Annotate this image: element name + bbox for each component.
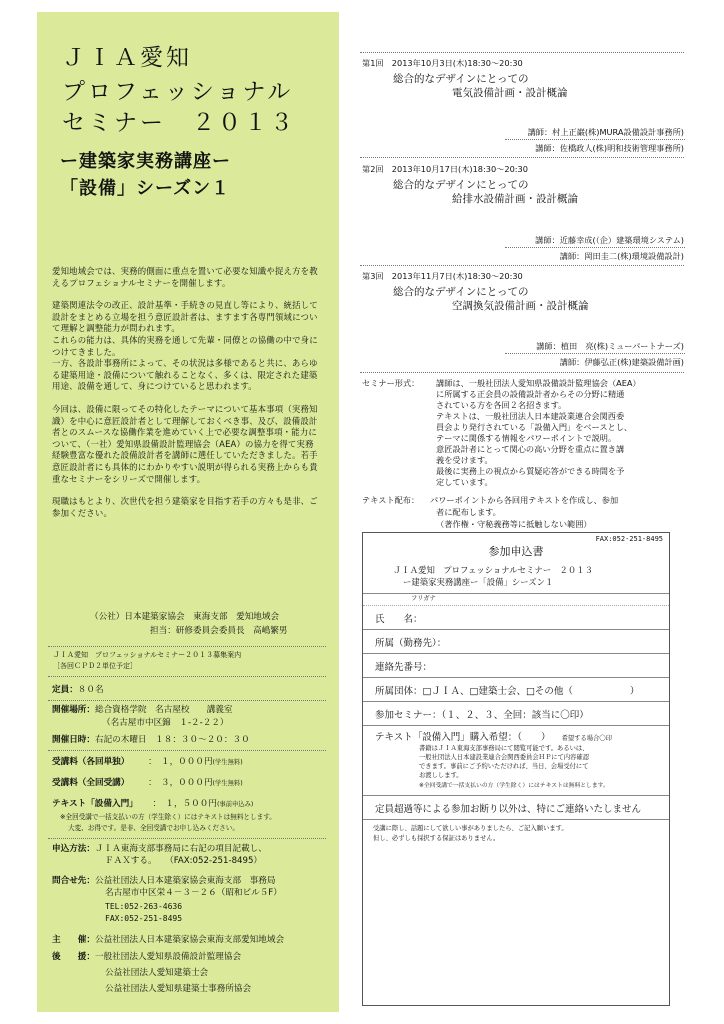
contact-number-field[interactable]: 連絡先番号：: [375, 662, 433, 673]
fee-note-2: 大変、お得です。是非、全回受講でお申し込みください。: [68, 824, 239, 832]
form-divider: [363, 725, 669, 726]
apply-label: 申込方法：: [52, 844, 95, 854]
distribution-line-2: 者に配布します。: [436, 507, 501, 517]
distribution-line-1: パワーポイントから各回用テキストを作成し、参加: [430, 495, 619, 505]
form-divider: [363, 819, 669, 820]
furigana-label: フリガナ: [411, 595, 436, 602]
signature-line-1: （公社）日本建築家協会 東海支部 愛知地域会: [90, 612, 280, 622]
session-1-lecturer-2: 講師：佐橋政人(株)明和技術管理事務所): [535, 143, 684, 153]
divider: [48, 676, 326, 677]
distribution-label: テキスト配布：: [362, 495, 420, 505]
divider: [360, 157, 684, 158]
title-line-3: セミナー ２０１３: [62, 110, 296, 136]
capacity-label: 定員：: [52, 685, 78, 695]
session-3-lecturer-1: 講師：植田 亮(株)ミューパートナーズ): [536, 341, 684, 351]
format-line: テキストは、一般社団法人日本建設業連合会関西委: [436, 411, 625, 421]
text-purchase-hint: 希望する場合〇印: [561, 735, 612, 742]
intro-text: [52, 266, 322, 530]
fee-single-label: 受講料（各回単独）: [52, 757, 130, 767]
application-form: [362, 532, 670, 1006]
name-field[interactable]: 氏 名：: [375, 614, 423, 625]
datetime-value: 右記の木曜日 １８：３０～２０：３０: [94, 735, 250, 745]
session-2-lecturer-2: 講師：岡田圭二(株)環境設備設計): [559, 251, 684, 261]
host-label: 主 催：: [52, 935, 95, 945]
text-note-5: ※全回受講で一括支払いの方（学生除く）にはテキストは無料とします。: [419, 783, 609, 789]
text-purchase-label: テキスト「設備入門」購入希望：（ ）: [375, 732, 551, 743]
text-note-1: 書籍はＪＩＡ東海支部事務局にて閲覧可能です。あるいは、: [419, 745, 589, 752]
host: [52, 935, 284, 946]
divider: [48, 838, 326, 839]
form-divider: [363, 677, 669, 678]
format-line: 最後に実務上の視点から質疑応答ができる時間を予: [436, 466, 625, 476]
contact-line-1: 公益社団法人日本建築家協会東海支部 事務局: [94, 876, 276, 886]
form-divider: [363, 653, 669, 654]
venue: [52, 705, 233, 716]
distribution-line-3: （著作権・守秘義務等に抵触しない範囲）: [436, 519, 592, 529]
format-line: 義を受けます。: [436, 455, 493, 465]
intro-paragraph: これらの能力は、具体的実務を通して先輩・同僚との協働の中で身につけてきました。: [52, 334, 318, 357]
divider: [48, 750, 326, 751]
support-2: 公益社団法人愛知建築士会: [105, 968, 209, 978]
fee-single-value: ： １，０００円: [148, 757, 213, 767]
subtitle-line-1: ー建築家実務講座ー: [60, 151, 231, 172]
affiliation-field[interactable]: 所属（勤務先）：: [375, 638, 447, 649]
datetime-label: 開催日時：: [52, 735, 95, 745]
contact-line-2: 名古屋市中区栄４－３－２６（昭和ビル５F）: [105, 888, 282, 898]
venue-line-2: （名古屋市中区錦 １-２-２２）: [102, 718, 229, 728]
session-3-title-1: 総合的なデザインにとっての: [393, 286, 529, 298]
form-fax: FAX:052-251-8495: [595, 535, 663, 543]
contact-label: 問合せ先：: [52, 876, 95, 886]
fee-note-1: ※全回受講で一括支払いの方（学生除く）にはテキストは無料とします。: [60, 813, 276, 821]
divider: [505, 139, 685, 140]
comments-area[interactable]: [369, 851, 663, 999]
format-line: されている方を各回２名招きます。: [436, 400, 567, 410]
format-line: 定しています。: [436, 477, 493, 487]
fee-all-value: ： ３，０００円: [148, 778, 213, 788]
form-divider: [363, 605, 669, 606]
form-sub-2: ー建築家実務講座ー「設備」シーズン１: [403, 577, 554, 587]
intro-paragraph: 今回は、設備に限ってその特化したテーマについて基本事項（実務知識）を中心に意匠設計者として理解しておくべき事、及び、設備設計者とのスムースな協働作業を進めていく上で必要な調整事項・能力について、（一社）愛知県設備設計監理協会（AEA）の協力を得て実務経験豊富な優れた設備設計者を講師に選任していただきました。若手意匠設計者にも具体的にわかりやすい説明が得られる実務上からも貴重なセミナーをシリーズで開催します。: [52, 403, 318, 484]
apply-line-1: ＪＩＡ東海支部事務局に右記の項目記載し、: [94, 844, 267, 854]
capacity-notice: 定員超過等による参加お断り以外は、特にご連絡いたしません: [375, 804, 642, 815]
organization-checkboxes[interactable]: 所属団体：□ＪＩＡ、□建築士会、□その他（ ）: [375, 686, 640, 697]
venue-line-1: 総合資格学院 名古屋校 講義室: [94, 705, 233, 715]
text-fee: [52, 799, 253, 810]
intro-paragraph: 建築関連法令の改正、設計基準・手続きの見直し等により、統括して設計をまとめる立場を担う意匠設計者は、ますます各専門領域について理解と調整能力が問われます。: [52, 300, 318, 334]
host-value: 公益社団法人日本建築家協会東海支部愛知地域会: [94, 935, 285, 945]
fee-single-note: (学生無料): [212, 759, 243, 766]
format-line: 意匠設計者にとって関心の高い分野を重点に置き講: [436, 444, 625, 454]
support-label: 後 援：: [52, 952, 95, 962]
capacity-value: ８０名: [77, 685, 104, 695]
form-sub-1: ＪＩＡ愛知 プロフェッショナルセミナー ２０１３: [393, 565, 593, 575]
session-3-header: 第3回 2013年11月7日(木)18:30～20:30: [362, 271, 523, 281]
format-label: セミナー形式：: [362, 378, 420, 388]
divider: [48, 700, 326, 701]
title-line-1: ＪＩＡ愛知: [62, 45, 192, 71]
form-divider: [363, 629, 669, 630]
datetime: [52, 735, 250, 746]
support-1: 一般社団法人愛知県設備設計監理協会: [94, 952, 242, 962]
form-title: 参加申込書: [488, 545, 544, 558]
session-1-lecturer-1: 講師：村上正巌(株)MURA設備設計事務所): [527, 127, 684, 137]
session-3-title-2: 空調換気設備計画・設計概論: [452, 300, 589, 312]
session-2-title-2: 給排水設備計画・設計概論: [452, 193, 578, 205]
text-note-4: お渡しします。: [419, 772, 463, 779]
session-3-lecturer-2: 講師：伊藤弘正(株)建築設備計画): [559, 357, 684, 367]
format-line: に所属する正会員の設備設計者からその分野に精通: [436, 389, 625, 399]
session-1-header: 第1回 2013年10月3日(木)18:30～20:30: [362, 58, 523, 68]
session-2-lecturer-1: 講師：近藤幸成(（企）建築環境システム): [535, 235, 684, 245]
divider: [505, 353, 685, 354]
signature-line-2: 担当：研修委員会委員長 高嶋繁男: [150, 626, 288, 636]
text-fee-note: (事前申込み): [216, 801, 254, 808]
support: [52, 952, 241, 963]
notice-line-1: ＪＩＡ愛知 プロフェッショナルセミナー２０１３募集案内: [53, 651, 242, 659]
session-2-header: 第2回 2013年10月17日(木)18:30～20:30: [362, 164, 528, 174]
title-line-2: プロフェッショナル: [62, 79, 294, 105]
capacity: [52, 685, 104, 696]
intro-paragraph: 一方、各設計事務所によって、その状況は多様であると共に、あらゆる建築用途・設備について触れることなく、多くは、限定された建築用途、設備を通して、身につけていると思われます。: [52, 358, 318, 392]
apply: [52, 844, 267, 855]
format-line: 員会より発行されている「設備入門」をベースとし、: [436, 422, 633, 432]
format-line: テーマに関係する情報をパワーポイントで説明。: [436, 433, 617, 443]
contact-tel: TEL:052-263-4636: [105, 902, 183, 911]
fee-all-note: (学生無料): [212, 780, 243, 787]
form-footer-1: 受講に際し、話題にして欲しい事がありましたら、ご記入願います。: [373, 825, 568, 832]
divider: [48, 646, 326, 647]
venue-label: 開催場所：: [52, 705, 95, 715]
text-note-2: 一般社団法人日本建設業連合会関西委員会ＨＰにて内容確認: [419, 754, 590, 761]
form-divider: [363, 795, 669, 796]
text-fee-value: ： １，５００円: [152, 799, 217, 809]
session-1-title-2: 電気設備計画・設計概論: [452, 87, 568, 99]
intro-paragraph: 現職はもとより、次世代を担う建築家を目指す若手の方々も是非、ご参加ください。: [52, 496, 318, 518]
support-3: 公益社団法人愛知県建築士事務所協会: [105, 984, 252, 994]
divider: [360, 52, 684, 53]
fee-all-label: 受講料（全回受講）: [52, 778, 130, 788]
fee-single: [52, 757, 243, 768]
seminar-selection[interactable]: 参加セミナー：（１、２、３、全回：該当に〇印）: [375, 710, 589, 721]
format-text: [436, 378, 696, 488]
notice-line-2: ［各回ＣＰＤ２単位予定］: [53, 662, 137, 670]
session-1-title-1: 総合的なデザインにとっての: [393, 73, 529, 85]
divider: [360, 372, 684, 373]
text-purchase-field[interactable]: [375, 729, 612, 744]
apply-line-2: ＦＡＸする。 （FAX:052-251-8495）: [105, 856, 263, 866]
form-divider: [363, 593, 669, 594]
intro-paragraph: 愛知地域会では、実務的側面に重点を置いて必要な知識や捉え方を教えるプロフェショナルセミナーを開催します。: [52, 266, 318, 288]
subtitle-line-2: 「設備」シーズン１: [60, 178, 231, 199]
divider: [360, 265, 684, 266]
form-divider: [363, 701, 669, 702]
session-2-title-1: 総合的なデザインにとっての: [393, 179, 529, 191]
text-note-3: できます。事前にご予約いただければ、当日、会場受付にて: [419, 763, 589, 770]
contact-fax: FAX:052-251-8495: [105, 914, 183, 923]
divider: [505, 247, 685, 248]
fee-all: [52, 778, 243, 789]
text-fee-label: テキスト「設備入門」: [52, 799, 138, 809]
contact: [52, 876, 275, 887]
form-footer-2: 但し、必ずしも採択する保証はありません。: [373, 835, 500, 842]
format-line: 講師は、一般社団法人愛知県設備設計監理協会（AEA）: [436, 378, 641, 388]
